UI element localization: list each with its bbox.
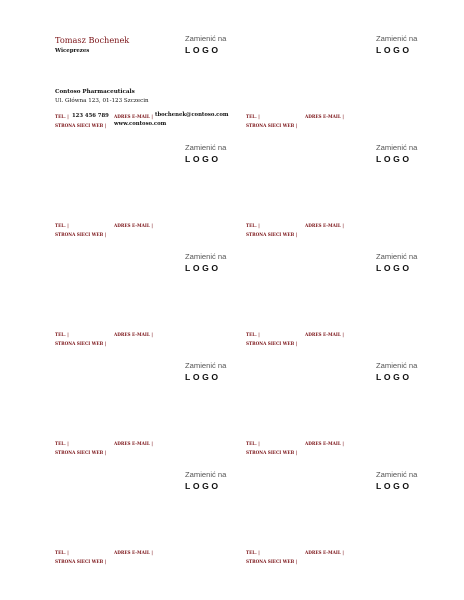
logo-placeholder [376,361,417,383]
logo-text: LOGO [185,263,221,273]
logo-placeholder [185,361,226,383]
logo-text: LOGO [185,481,221,491]
email-label: ADRES E-MAIL | [114,550,153,555]
logo-placeholder [185,470,226,492]
logo-placeholder [185,34,226,56]
tel-label: TEL. | [55,441,69,446]
business-card-9 [48,466,238,575]
logo-placeholder [376,252,417,274]
email-label: ADRES E-MAIL | [114,223,153,228]
web-label: STRONA SIECI WEB | [55,123,107,128]
logo-placeholder [185,143,226,165]
web-label: STRONA SIECI WEB | [55,232,107,237]
tel-label: TEL. | [246,332,260,337]
business-card-7 [48,357,238,466]
logo-caption: Zamienić na [185,470,227,479]
company-name: Contoso Pharmaceuticals [55,89,135,95]
logo-text: LOGO [376,372,412,382]
email-label: ADRES E-MAIL | [114,332,153,337]
tel-label: TEL. | [55,332,69,337]
logo-caption: Zamienić na [185,252,227,261]
tel-label: TEL. | [246,441,260,446]
logo-text: LOGO [185,45,221,55]
tel-label: TEL. | [55,114,69,119]
email-value: tbochenek@contoso.com [155,112,229,118]
tel-label: TEL. | [246,114,260,119]
business-card-10 [239,466,429,575]
email-label: ADRES E-MAIL | [114,441,153,446]
company-address: Ul. Główna 123, 01-123 Szczecin [55,98,149,104]
person-title: Wiceprezes [55,48,90,54]
email-label: ADRES E-MAIL | [305,332,344,337]
web-label: STRONA SIECI WEB | [55,450,107,455]
logo-caption: Zamienić na [376,252,418,261]
logo-text: LOGO [185,372,221,382]
person-name: Tomasz Bochenek [55,35,130,45]
tel-label: TEL. | [246,550,260,555]
logo-caption: Zamienić na [376,143,418,152]
email-label: ADRES E-MAIL | [114,114,153,119]
email-label: ADRES E-MAIL | [305,550,344,555]
web-label: STRONA SIECI WEB | [55,559,107,564]
website-value: www.contoso.com [114,121,167,127]
tel-label: TEL. | [55,223,69,228]
phone-value: 123 456 789 [72,113,109,119]
logo-text: LOGO [376,481,412,491]
tel-label: TEL. | [55,550,69,555]
web-label: STRONA SIECI WEB | [246,450,298,455]
web-label: STRONA SIECI WEB | [246,232,298,237]
business-card-3 [48,139,238,248]
logo-placeholder [185,252,226,274]
business-card-1 [48,30,238,139]
logo-caption: Zamienić na [185,34,227,43]
web-label: STRONA SIECI WEB | [246,123,298,128]
business-card-4 [239,139,429,248]
logo-placeholder [376,143,417,165]
logo-caption: Zamienić na [376,361,418,370]
logo-text: LOGO [376,263,412,273]
logo-caption: Zamienić na [185,361,227,370]
business-card-5 [48,248,238,357]
email-label: ADRES E-MAIL | [305,114,344,119]
logo-text: LOGO [376,45,412,55]
web-label: STRONA SIECI WEB | [246,559,298,564]
logo-caption: Zamienić na [185,143,227,152]
logo-text: LOGO [185,154,221,164]
logo-text: LOGO [376,154,412,164]
email-label: ADRES E-MAIL | [305,441,344,446]
tel-label: TEL. | [246,223,260,228]
business-card-2 [239,30,429,139]
logo-placeholder [376,470,417,492]
business-card-6 [239,248,429,357]
logo-caption: Zamienić na [376,470,418,479]
business-card-8 [239,357,429,466]
web-label: STRONA SIECI WEB | [55,341,107,346]
logo-placeholder [376,34,417,56]
logo-caption: Zamienić na [376,34,418,43]
web-label: STRONA SIECI WEB | [246,341,298,346]
email-label: ADRES E-MAIL | [305,223,344,228]
